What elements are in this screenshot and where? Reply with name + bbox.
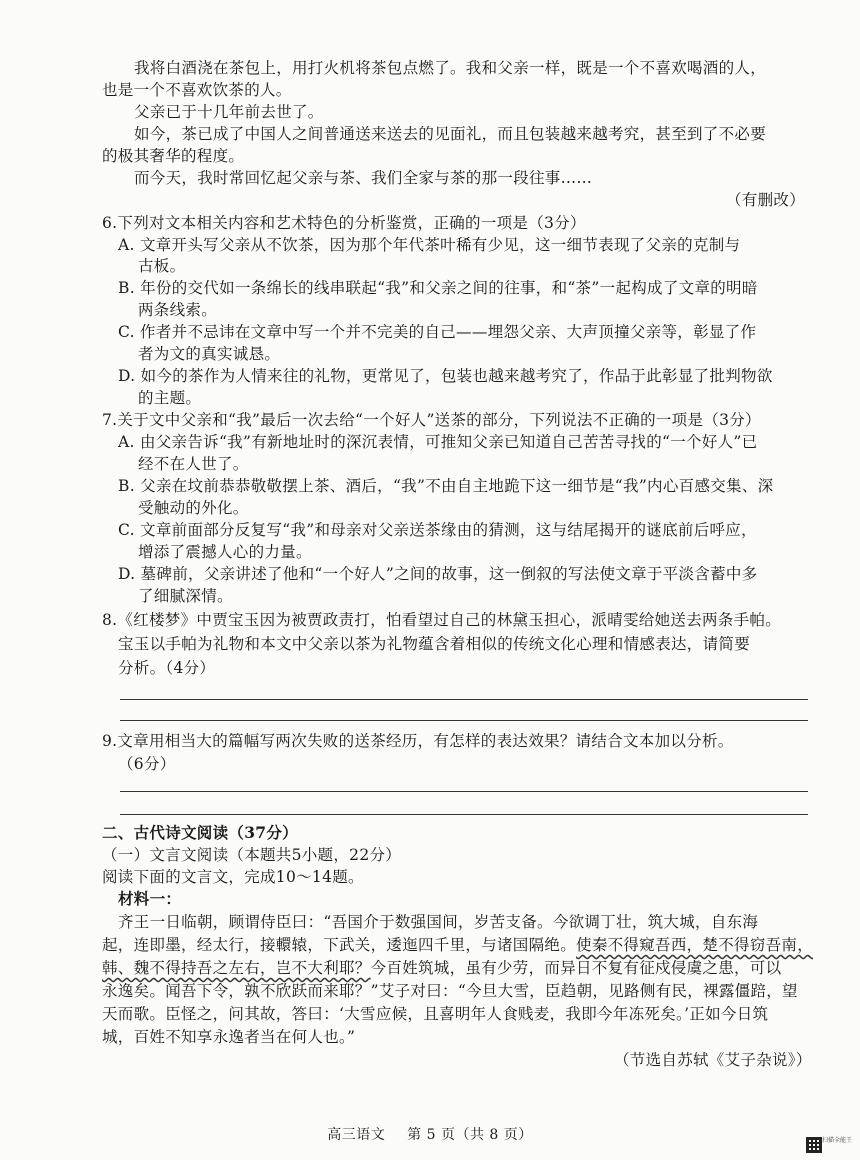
section-instruction: 阅读下面的文言文，完成10～14题。	[102, 868, 364, 886]
text-source: （节选自苏轼《艾子杂说》）	[614, 1051, 812, 1069]
passage-line: 而今天，我时常回忆起父亲与茶、我们全家与茶的那一段往事……	[134, 169, 593, 187]
q8-stem-cont: 宝玉以手帕为礼物和本文中父亲以茶为礼物蕴含着相似的传统文化心理和情感表达，请简要	[118, 635, 751, 653]
footer-page-number: 第 5 页（共 8 页）	[407, 1127, 533, 1143]
q7-option-d-cont: 了细腻深情。	[138, 587, 233, 605]
q9-stem: 9.文章用相当大的篇幅写两次失败的送茶经历，有怎样的表达效果？请结合文本加以分析。	[102, 732, 734, 750]
q7-option-b-cont: 受触动的外化。	[138, 499, 249, 517]
qr-code-icon	[806, 1137, 822, 1153]
q8-stem-cont: 分析。（4分）	[118, 659, 216, 677]
q6-option-d: D. 如今的茶作为人情来往的礼物，更常见了，包装也越来越考究了，作品于此彰显了批判物欲	[118, 367, 773, 385]
q6-option-b-cont: 两条线索。	[138, 301, 218, 319]
classical-text-line: 城，百姓不知享永逸者当在何人也。”	[102, 1028, 356, 1046]
passage-line: 的极其奢华的程度。	[102, 147, 245, 165]
q6-option-a-cont: 古板。	[138, 257, 186, 275]
q7-option-b: B. 父亲在坟前恭恭敬敬摆上茶、酒后，“我”不由自主地跪下这一细节是“我”内心百感交集、深	[118, 477, 774, 495]
q7-option-c-cont: 增添了震撼人心的力量。	[138, 543, 312, 561]
underlined-sentence: 韩、魏不得持吾之左右，岂不大利耶？	[102, 959, 371, 977]
classical-text-line: 齐王一日临朝，顾谓侍臣曰：“吾国介于数强国间，岁苦支备。今欲调丁壮，筑大城，自东海	[118, 913, 759, 931]
classical-text-segment: 起，连即墨，经太行，接轘辕，下武关，逶迤四千里，与诸国隔绝。	[102, 936, 577, 954]
classical-text-line	[102, 935, 813, 955]
q6-option-c-cont: 者为文的真实诚恳。	[138, 345, 281, 363]
q8-stem: 8.《红楼梦》中贾宝玉因为被贾政责打，怕看望过自己的林黛玉担心，派晴雯给她送去两条手帕。	[102, 611, 781, 629]
q9-answer-line[interactable]	[120, 814, 808, 815]
page-footer	[0, 1124, 860, 1144]
q6-option-c: C. 作者并不忌讳在文章中写一个并不完美的自己——埋怨父亲、大声顶撞父亲等，彰显了作	[118, 323, 757, 341]
scanner-brand: 扫描全能王	[822, 1137, 853, 1144]
classical-text-line: 天而歌。臣怪之，问其故，答曰：‘大雪应候，且喜明年人食贱麦，我即今年冻死矣。’正如今日筑	[102, 1005, 769, 1023]
passage-line: 我将白酒浇在茶包上，用打火机将茶包点燃了。我和父亲一样，既是一个不喜欢喝酒的人，	[134, 59, 767, 77]
q7-stem: 7.关于文中父亲和“我”最后一次去给“一个好人”送茶的部分，下列说法不正确的一项是（3分）	[102, 411, 761, 429]
q6-stem: 6.下列对文本相关内容和艺术特色的分析鉴赏，正确的一项是（3分）	[102, 214, 586, 232]
q9-answer-line[interactable]	[120, 791, 808, 792]
section-title: 二、古代诗文阅读（37分）	[102, 823, 298, 842]
q8-answer-line[interactable]	[120, 699, 808, 700]
subsection-title: （一）文言文阅读（本题共5小题，22分）	[102, 846, 402, 864]
passage-note: （有删改）	[726, 191, 806, 209]
q7-option-a: A. 由父亲告诉“我”有新地址时的深沉表情，可推知父亲已知道自己苦苦寻找的“一个好人”已	[118, 433, 758, 451]
underlined-sentence: 使秦不得窥吾西，楚不得窃吾南，	[576, 936, 814, 954]
classical-text-line: 永逸矣。闻吾下令，孰不欣跃而来耶？”艾子对曰：“今旦大雪，臣趋朝，见路侧有民，裸露僵踣，望	[102, 982, 798, 1000]
passage-line: 也是一个不喜欢饮茶的人。	[102, 81, 292, 99]
footer-subject: 高三语文	[327, 1127, 386, 1143]
classical-text-segment: 今百姓筑城，虽有少劳，而异日不复有征戍侵虞之患，可以	[370, 959, 782, 977]
material-label: 材料一：	[118, 889, 182, 908]
passage-line: 如今，茶已成了中国人之间普通送来送去的见面礼，而且包装越来越考究，甚至到了不必要	[134, 125, 767, 143]
q7-option-d: D. 墓碑前，父亲讲述了他和“一个好人”之间的故事，这一倒叙的写法使文章于平淡含蓄中多	[118, 565, 758, 583]
q8-answer-line[interactable]	[120, 720, 808, 721]
classical-text-line	[102, 958, 781, 978]
q6-option-a: A. 文章开头写父亲从不饮茶，因为那个年代茶叶稀有少见，这一细节表现了父亲的克制与	[118, 236, 741, 254]
q7-option-c: C. 文章前面部分反复写“我”和母亲对父亲送茶缘由的猜测，这与结尾揭开的谜底前后呼应，	[118, 521, 757, 539]
q6-option-d-cont: 的主题。	[138, 389, 202, 407]
q7-option-a-cont: 经不在人世了。	[138, 455, 249, 473]
passage-line: 父亲已于十几年前去世了。	[134, 103, 324, 121]
q9-stem-cont: （6分）	[118, 755, 176, 773]
q6-option-b: B. 年份的交代如一条绵长的线串联起“我”和父亲之间的往事，和“茶”一起构成了文章的明暗	[118, 279, 758, 297]
